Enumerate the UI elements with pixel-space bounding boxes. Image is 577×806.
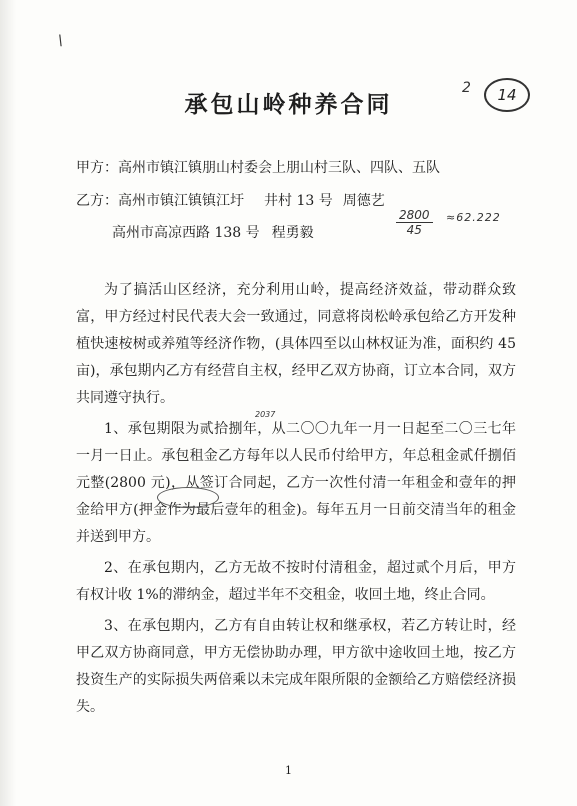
- page-number: 1: [285, 764, 292, 777]
- party-b-label: 乙方：: [76, 193, 118, 209]
- party-b-house: 井村 13 号: [264, 193, 333, 209]
- paragraph-clause-3: 3、在承包期内，乙方有自由转让权和继承权，若乙方转让时，经甲乙双方协商同意，甲方无偿协助办理，甲方欲中途收回土地，按乙方投资生产的实际损失两倍乘以未完成年限所限的金额给乙方赔偿经济损失。: [76, 618, 516, 715]
- party-b-name: 周德艺: [342, 193, 385, 209]
- party-b-second-line: [112, 222, 314, 242]
- party-b-name-2: 程勇毅: [271, 225, 314, 241]
- circled-page-number: 14: [484, 78, 530, 112]
- handwritten-circle-mark: [157, 487, 219, 508]
- paragraph-intro: 为了搞活山区经济，充分利用山岭，提高经济效益，带动群众致富，甲方经过村民代表大会一致通过，同意将岗松岭承包给乙方开发种植快速桉树或养殖等经济作物，(具体四至以山林权证为准，面积约 45 亩)，承包期内乙方有经营自主权，经甲乙双方协商，订立本合同，双方共同遵守执行。: [76, 282, 516, 406]
- handwritten-calculation: [396, 208, 433, 237]
- fraction-numerator: 2800: [396, 208, 433, 223]
- party-b-address: 高州市镇江镇镇江圩: [118, 193, 244, 209]
- contract-body: [76, 277, 516, 725]
- fraction-denominator: 45: [406, 223, 422, 237]
- handwritten-number: 2: [462, 80, 471, 96]
- contract-title: 承包山岭种养合同: [184, 92, 393, 118]
- party-b-address-2: 高州市高凉西路 138 号: [112, 225, 260, 241]
- party-a-line: 甲方：高州市镇江镇朋山村委会上朋山村三队、四队、五队: [76, 160, 440, 176]
- handwritten-result: ≈62.222: [446, 211, 501, 224]
- handwritten-annotation: 2037: [255, 410, 276, 419]
- paragraph-clause-2: 2、在承包期内，乙方无故不按时付清租金，超过贰个月后，甲方有权计收 1%的滞纳金，超过半年不交租金，收回土地，终止合同。: [76, 560, 516, 603]
- pen-mark: \: [58, 33, 63, 49]
- paragraph-clause-1: 1、承包期限为贰拾捌年，从二〇〇九年一月一日起至二〇三七年一月一日止。承包租金乙方每年以人民币付给甲方，年总租金贰仟捌佰元整(2800 元)，从签订合同起，乙方一次性付清一年租金和壹年的押金给甲方(押金作为最后壹年的租金)。每年五月一日前交清当年的租金并送到甲方。: [76, 421, 516, 545]
- party-b-line: [76, 190, 385, 210]
- scan-edge-shadow: [0, 0, 16, 806]
